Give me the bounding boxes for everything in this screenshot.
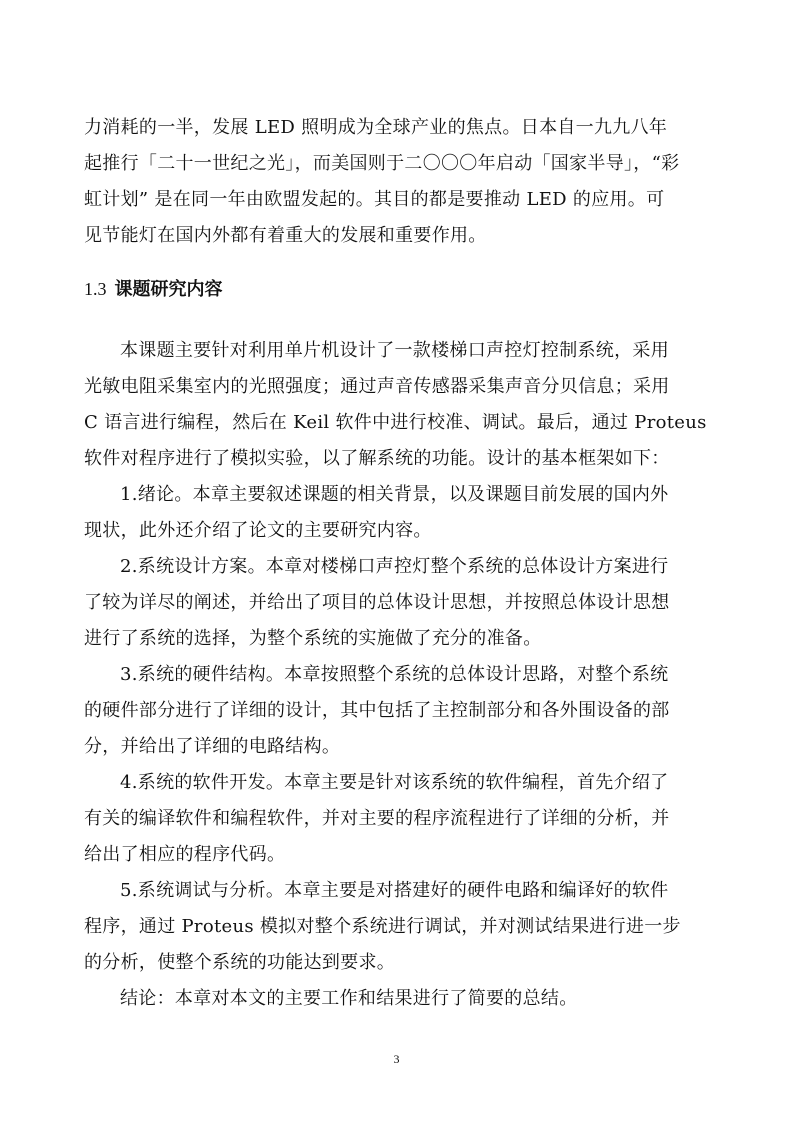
list-item-line: 2.系统设计方案。本章对楼梯口声控灯整个系统的总体设计方案进行 bbox=[120, 556, 669, 577]
list-item-line: 的硬件部分进行了详细的设计，其中包括了主控制部分和各外围设备的部 bbox=[84, 700, 670, 721]
paragraph-line: 软件对程序进行了模拟实验，以了解系统的功能。设计的基本框架如下： bbox=[84, 448, 670, 469]
list-item-line: 进行了系统的选择，为整个系统的实施做了充分的准备。 bbox=[84, 628, 542, 649]
paragraph-line: 见节能灯在国内外都有着重大的发展和重要作用。 bbox=[84, 225, 487, 246]
list-item-line: 5.系统调试与分析。本章主要是对搭建好的硬件电路和编译好的软件 bbox=[120, 880, 669, 901]
list-item-line: 给出了相应的程序代码。 bbox=[84, 844, 286, 865]
paragraph-line: C 语言进行编程，然后在 Keil 软件中进行校准、调试。最后，通过 Proteus bbox=[84, 412, 707, 433]
paragraph-line: 起推行「二十一世纪之光」，而美国则于二〇〇〇年启动「国家半导」，“彩 bbox=[84, 153, 680, 174]
page-number: 3 bbox=[393, 1052, 400, 1066]
section-number: 1.3 bbox=[84, 279, 107, 299]
list-item-line: 现状，此外还介绍了论文的主要研究内容。 bbox=[84, 520, 432, 541]
paragraph-line: 光敏电阻采集室内的光照强度；通过声音传感器采集声音分贝信息；采用 bbox=[84, 376, 670, 397]
list-item-line: 分，并给出了详细的电路结构。 bbox=[84, 736, 341, 757]
list-item-line: 了较为详尽的阐述，并给出了项目的总体设计思想，并按照总体设计思想 bbox=[84, 592, 670, 613]
list-item-line: 程序，通过 Proteus 模拟对整个系统进行调试，并对测试结果进行进一步 bbox=[84, 916, 681, 937]
list-item-line: 3.系统的硬件结构。本章按照整个系统的总体设计思路，对整个系统 bbox=[120, 664, 669, 685]
paragraph-line: 力消耗的一半，发展 LED 照明成为全球产业的焦点。日本自一九九八年 bbox=[84, 117, 668, 138]
list-item-line: 4.系统的软件开发。本章主要是针对该系统的软件编程，首先介绍了 bbox=[120, 772, 669, 793]
paragraph-line: 虹计划” 是在同一年由欧盟发起的。其目的都是要推动 LED 的应用。可 bbox=[84, 189, 665, 210]
list-item-line: 有关的编译软件和编程软件，并对主要的程序流程进行了详细的分析，并 bbox=[84, 808, 670, 829]
list-item-line: 的分析，使整个系统的功能达到要求。 bbox=[84, 952, 396, 973]
section-heading bbox=[84, 278, 223, 301]
list-item-line: 1.绪论。本章主要叙述课题的相关背景，以及课题目前发展的国内外 bbox=[120, 484, 669, 505]
section-title: 课题研究内容 bbox=[114, 279, 223, 300]
conclusion-line: 结论：本章对本文的主要工作和结果进行了简要的总结。 bbox=[120, 988, 578, 1009]
paragraph-line: 本课题主要针对利用单片机设计了一款楼梯口声控灯控制系统，采用 bbox=[120, 340, 669, 361]
